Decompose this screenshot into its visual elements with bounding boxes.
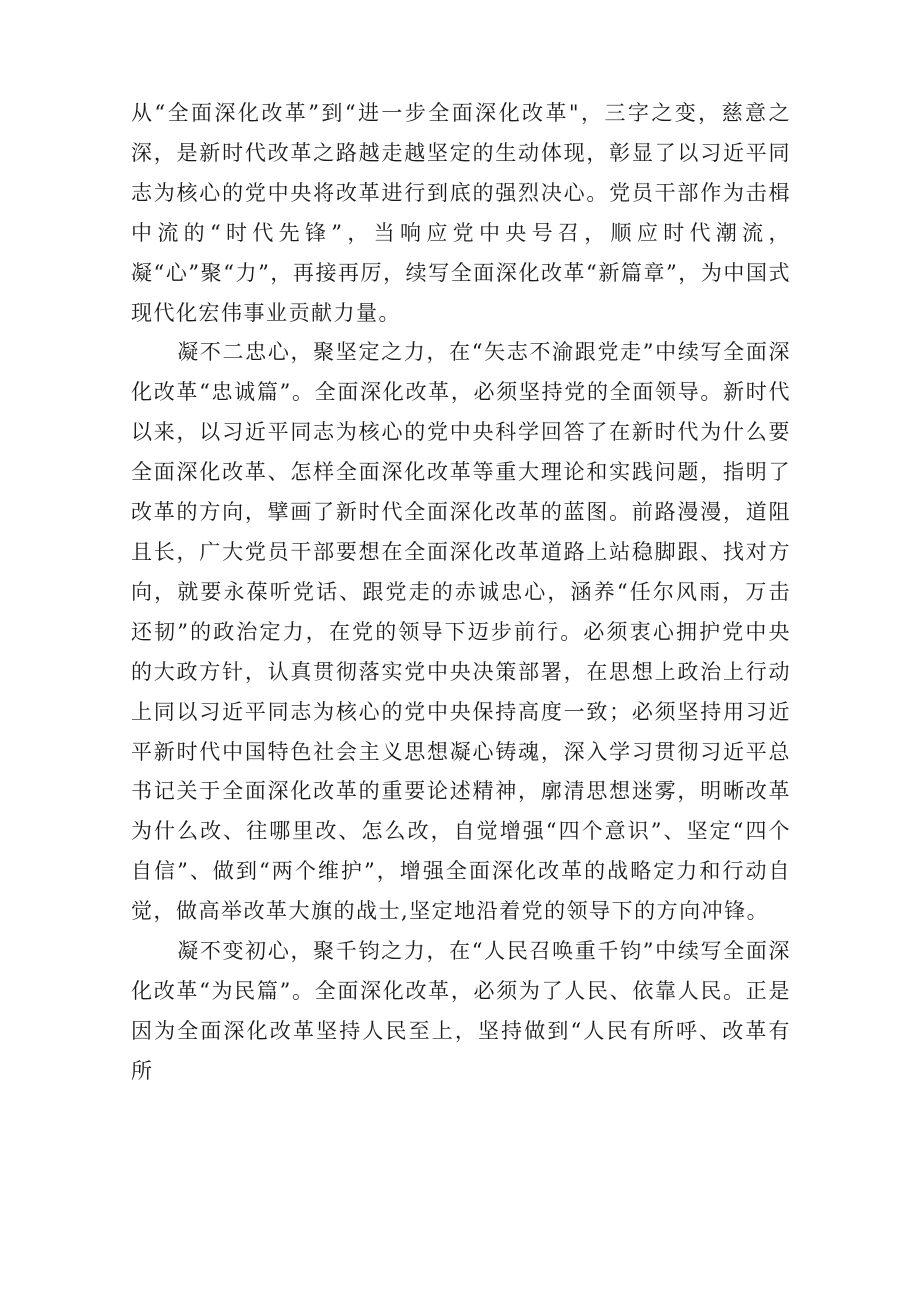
- document-body: [131, 94, 791, 1092]
- paragraph-people: 凝不变初心，聚千钧之力，在“人民召唤重千钧”中续写全面深化改革“为民篇”。全面深化改革，必须为了人民、依靠人民。正是因为全面深化改革坚持人民至上，坚持做到“人民有所呼、改革有所: [131, 939, 791, 1083]
- paragraph-intro: 从“全面深化改革”到“进一步全面深化改革"，三字之变，慈意之深，是新时代改革之路越走越坚定的生动体现，彰显了以习近平同志为核心的党中央将改革进行到底的强烈决心。党员干部作为击楫中流的“时代先锋”，当响应党中央号召，顺应时代潮流，凝“心”聚“力”，再接再厉，续写全面深化改革“新篇章”，为中国式现代化宏伟事业贡献力量。: [131, 101, 791, 325]
- paragraph-loyalty: 凝不二忠心，聚坚定之力，在“矢志不渝跟党走”中续写全面深化改革“忠诚篇”。全面深化改革，必须坚持党的全面领导。新时代以来，以习近平同志为核心的党中央科学回答了在新时代为什么要全面深化改革、怎样全面深化改革等重大理论和实践问题，指明了改革的方向，擘画了新时代全面深化改革的蓝图。前路漫漫，道阻且长，广大党员干部要想在全面深化改革道路上站稳脚跟、找对方向，就要永葆听党话、跟党走的赤诚忠心，涵养“任尔风雨，万击还韧”的政治定力，在党的领导下迈步前行。必须衷心拥护党中央的大政方针，认真贯彻落实党中央决策部署，在思想上政治上行动上同以习近平同志为核心的党中央保持高度一致；必须坚持用习近平新时代中国特色社会主义思想凝心铸魂，深入学习贯彻习近平总书记关于全面深化改革的重要论述精神，廓清思想迷雾，明晰改革为什么改、往哪里改、怎么改，自觉增强“四个意识”、坚定“四个自信”、做到“两个维护”，增强全面深化改革的战略定力和行动自觉，做高举改革大旗的战士,坚定地沿着党的领导下的方向冲锋。: [131, 340, 791, 924]
